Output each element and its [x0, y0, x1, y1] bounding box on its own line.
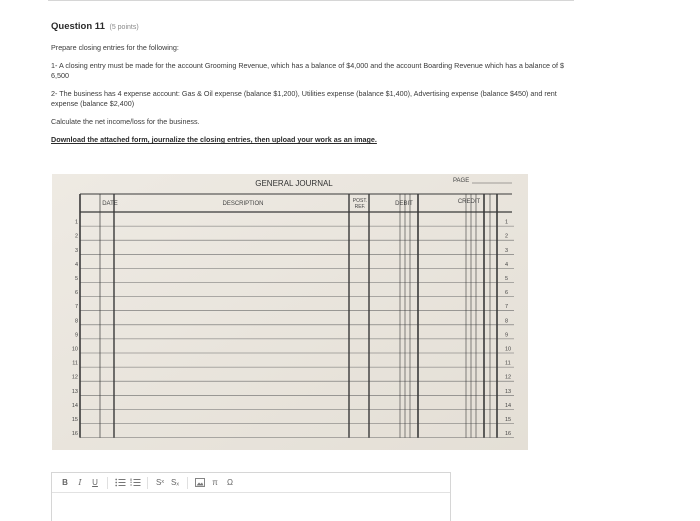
line-number-right: 4 — [505, 261, 509, 268]
line-number-left: 16 — [71, 431, 78, 438]
question-points: (5 points) — [109, 24, 139, 31]
numbered-list-icon — [130, 478, 141, 487]
line-number-left: 1 — [74, 219, 78, 226]
numbered-list-button[interactable] — [129, 476, 141, 490]
top-divider — [48, 0, 574, 1]
line-number-right: 8 — [505, 318, 509, 325]
bold-button[interactable]: B — [62, 478, 68, 487]
line-number-right: 11 — [505, 360, 511, 367]
paper-background — [52, 174, 528, 450]
line-number-right: 1 — [505, 219, 509, 226]
line-number-left: 4 — [74, 261, 78, 268]
line-number-right: 13 — [505, 388, 512, 395]
toolbar-divider — [147, 477, 148, 489]
image-icon — [195, 478, 205, 487]
italic-button[interactable]: I — [78, 478, 82, 487]
answer-editor[interactable] — [51, 472, 451, 521]
bullet-list-button[interactable] — [114, 476, 126, 490]
omega-button[interactable]: Ω — [227, 478, 233, 487]
line-number-right: 6 — [505, 290, 509, 297]
download-form-link[interactable]: Download the attached form, journalize the closing entries, then upload your work as an image. — [51, 135, 377, 145]
line-number-left: 3 — [74, 247, 78, 254]
line-number-left: 14 — [71, 402, 78, 409]
line-number-left: 6 — [74, 290, 78, 297]
editor-toolbar — [52, 473, 450, 493]
line-number-right: 16 — [505, 431, 512, 438]
line-number-right: 5 — [505, 276, 509, 282]
subscript-button[interactable]: Sₓ — [171, 478, 179, 487]
line-number-left: 2 — [74, 233, 78, 240]
col-debit-header: DEBIT — [395, 201, 413, 207]
question-intro: Prepare closing entries for the following: — [51, 43, 179, 52]
question-calc: Calculate the net income/loss for the business. — [51, 117, 200, 127]
bullet-list-icon — [115, 478, 126, 487]
editor-text-area[interactable] — [52, 493, 450, 521]
line-number-right: 2 — [505, 233, 509, 240]
line-number-right: 12 — [505, 374, 512, 381]
question-item-2: 2- The business has 4 expense account: Gas & Oil expense (balance $1,200), Utilities expense (balance $1,400), Advertising expense (balance $450) and rent expense (balance $2,400) — [51, 89, 557, 108]
col-credit-header: CREDIT — [457, 199, 481, 205]
line-number-left: 15 — [71, 417, 78, 423]
page-label: PAGE — [453, 178, 470, 184]
question-body — [51, 43, 573, 154]
line-number-right: 14 — [505, 402, 512, 409]
line-number-right: 10 — [505, 346, 512, 353]
line-number-right: 15 — [505, 417, 512, 423]
line-number-left: 5 — [74, 276, 78, 282]
question-item-1: 1- A closing entry must be made for the account Grooming Revenue, which has a balance of $4,000 and the account Boarding Revenue which has a balance of $ 6,500 — [51, 61, 565, 80]
journal-title: GENERAL JOURNAL — [255, 179, 333, 188]
line-number-right: 7 — [505, 304, 509, 311]
toolbar-divider — [187, 477, 188, 489]
col-description-header: DESCRIPTION — [222, 201, 264, 207]
superscript-button[interactable]: Sˣ — [156, 478, 164, 487]
line-number-left: 11 — [72, 360, 78, 367]
insert-image-button[interactable] — [194, 476, 206, 490]
journal-form-image — [52, 174, 528, 450]
underline-button[interactable]: U — [92, 478, 98, 487]
line-number-left: 12 — [71, 374, 78, 381]
col-post-ref-header-2: REF. — [354, 204, 366, 210]
line-number-left: 7 — [74, 304, 78, 311]
question-header — [51, 21, 139, 32]
line-number-left: 8 — [74, 318, 78, 325]
line-number-left: 9 — [74, 332, 78, 339]
line-number-right: 9 — [505, 332, 509, 339]
col-post-ref-header-1: POST. — [352, 198, 368, 204]
col-date-header: DATE — [102, 201, 118, 207]
line-number-left: 10 — [71, 346, 78, 353]
line-number-right: 3 — [505, 247, 509, 254]
pi-button[interactable]: π — [212, 478, 218, 487]
toolbar-divider — [107, 477, 108, 489]
question-title: Question 11 — [51, 21, 105, 32]
line-number-left: 13 — [71, 388, 78, 395]
